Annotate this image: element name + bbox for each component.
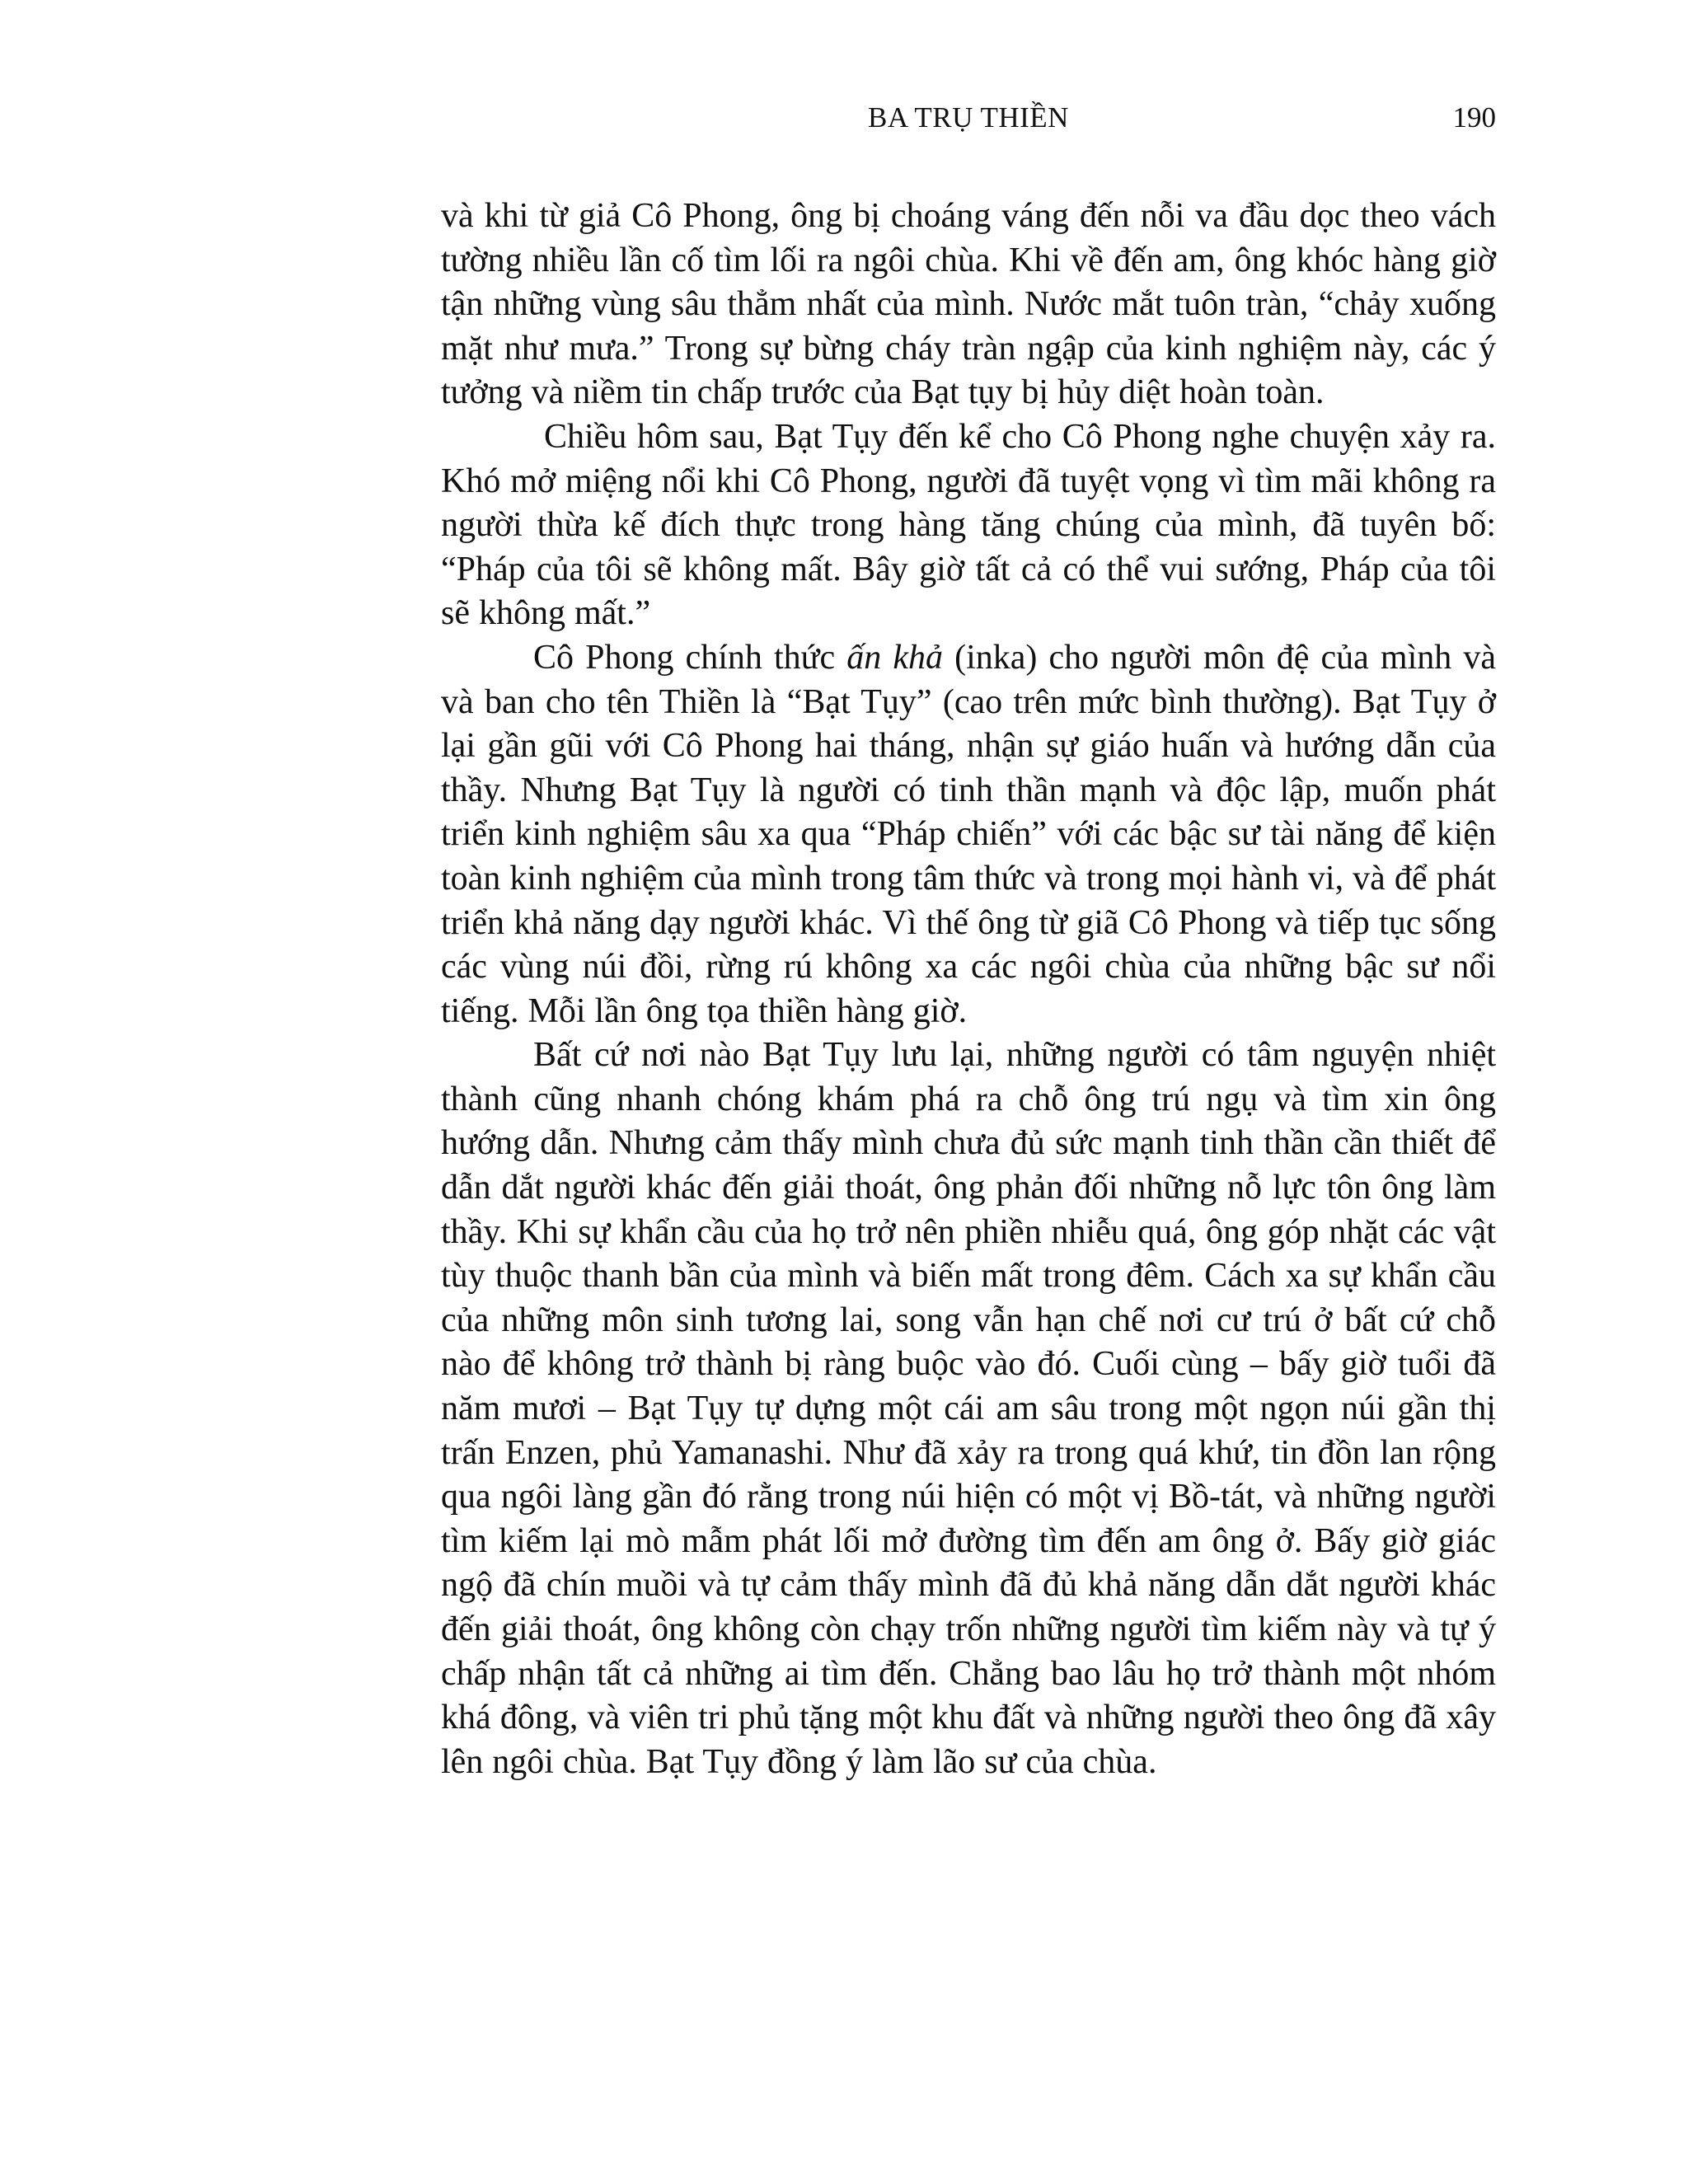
paragraph-3 [441,636,1496,1033]
page-number: 190 [1452,101,1496,134]
paragraph-4: Bất cứ nơi nào Bạt Tụy lưu lại, những người có tâm nguyện nhiệt thành cũng nhanh chóng khám phá ra chỗ ông trú ngụ và tìm xin ông hướng dẫn. Nhưng cảm thấy mình chưa đủ sức mạnh tinh thần cần thiết để dẫn dắt người khác đến giải thoát, ông phản đối những nỗ lực tôn ông làm thầy. Khi sự khẩn cầu của họ trở nên phiền nhiễu quá, ông góp nhặt các vật tùy thuộc thanh bần của mình và biến mất trong đêm. Cách xa sự khẩn cầu của những môn sinh tương lai, song vẫn hạn chế nơi cư trú ở bất cứ chỗ nào để không trở thành bị ràng buộc vào đó. Cuối cùng – bấy giờ tuổi đã năm mươi – Bạt Tụy tự dựng một cái am sâu trong một ngọn núi gần thị trấn Enzen, phủ Yamanashi. Như đã xảy ra trong quá khứ, tin đồn lan rộng qua ngôi làng gần đó rằng trong núi hiện có một vị Bồ-tát, và những người tìm kiếm lại mò mẫm phát lối mở đường tìm đến am ông ở. Bấy giờ giác ngộ đã chín muồi và tự cảm thấy mình đã đủ khả năng dẫn dắt người khác đến giải thoát, ông không còn chạy trốn những người tìm kiếm này và tự ý chấp nhận tất cả những ai tìm đến. Chẳng bao lâu họ trở thành một nhóm khá đông, và viên tri phủ tặng một khu đất và những người theo ông đã xây lên ngôi chùa. Bạt Tụy đồng ý làm lão sư của chùa. [441,1036,1496,1781]
italic-term: ấn khả [846,638,943,677]
paragraph-1: và khi từ giả Cô Phong, ông bị choáng váng đến nỗi va đầu dọc theo vách tường nhiều lần cố tìm lối ra ngôi chùa. Khi về đến am, ông khóc hàng giờ tận những vùng sâu thẳm nhất của mình. Nước mắt tuôn tràn, “chảy xuống mặt như mưa.” Trong sự bừng cháy tràn ngập của kinh nghiệm này, các ý tưởng và niềm tin chấp trước của Bạt tụy bị hủy diệt hoàn toàn. [441,197,1496,412]
running-title: BA TRỤ THIỀN [868,101,1069,134]
body-text [441,194,1496,1784]
running-header [441,97,1496,138]
paragraph-2: Chiều hôm sau, Bạt Tụy đến kể cho Cô Phong nghe chuyện xảy ra. Khó mở miệng nổi khi Cô Phong, người đã tuyệt vọng vì tìm mãi không ra người thừa kế đích thực trong hàng tăng chúng của mình, đã tuyên bố: “Pháp của tôi sẽ không mất. Bây giờ tất cả có thể vui sướng, Pháp của tôi sẽ không mất.” [441,417,1496,633]
paragraph-3-rest: (inka) cho người môn đệ của mình và và ban cho tên Thiền là “Bạt Tụy” (cao trên mức bình thường). Bạt Tụy ở lại gần gũi với Cô Phong hai tháng, nhận sự giáo huấn và hướng dẫn của thầy. Nhưng Bạt Tụy là người có tinh thần mạnh và độc lập, muốn phát triển kinh nghiệm sâu xa qua “Pháp chiến” với các bậc sư tài năng để kiện toàn kinh nghiệm của mình trong tâm thức và trong mọi hành vi, và để phát triển khả năng dạy người khác. Vì thế ông từ giã Cô Phong và tiếp tục sống các vùng núi đồi, rừng rú không xa các ngôi chùa của những bậc sư nổi tiếng. Mỗi lần ông tọa thiền hàng giờ. [441,638,1496,1030]
paragraph-3-lead: Cô Phong chính thức [533,638,847,677]
